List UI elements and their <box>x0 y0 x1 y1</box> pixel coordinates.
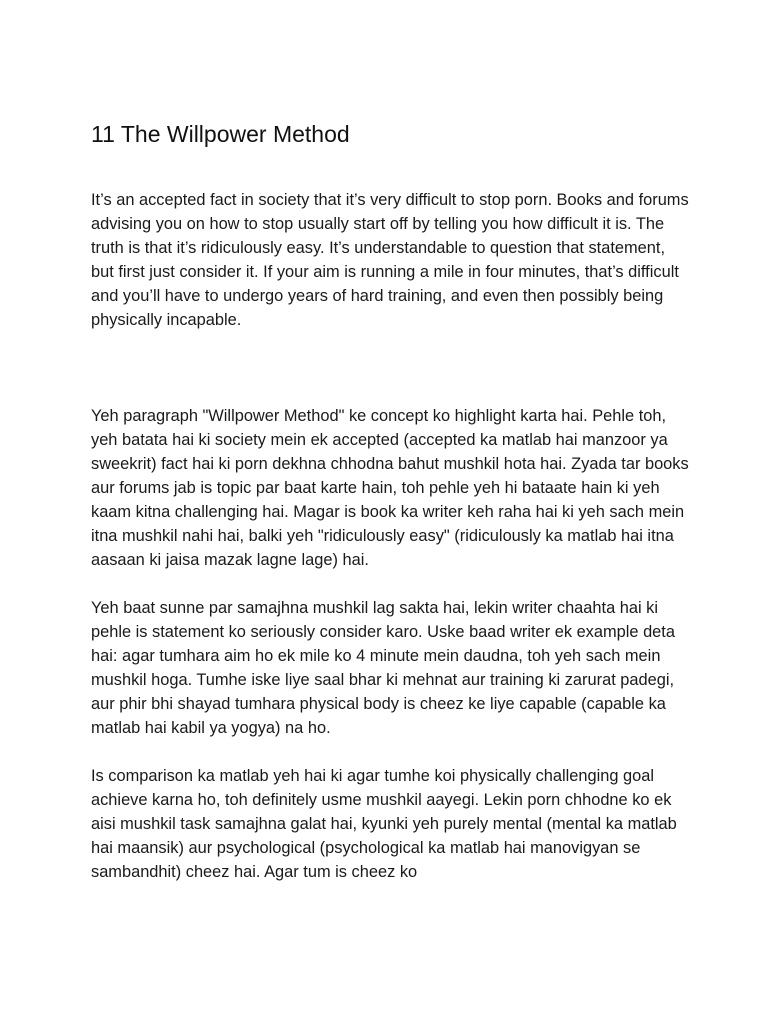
paragraph-spacer <box>91 572 691 596</box>
explanation-paragraph-2: Yeh baat sunne par samajhna mushkil lag sakta hai, lekin writer chaahta hai ki pehle is statement ko seriously consider karo. Uske baad writer ek example deta hai: agar tumhara aim ho ek mile ko 4 minute mein daudna, toh yeh sach mein mushkil hoga. Tumhe iske liye saal bhar ki mehnat aur training ki zarurat padegi, aur phir bhi shayad tumhara physical body is cheez ke liye capable (capable ka matlab hai kabil ya yogya) na ho. <box>91 599 675 737</box>
english-paragraph: It’s an accepted fact in society that it’s very difficult to stop porn. Books and forums advising you on how to stop usually start off by telling you how difficult it is. The truth is that it’s ridiculously easy. It’s understandable to question that statement, but first just consider it. If your aim is running a mile in four minutes, that’s difficult and you’ll have to undergo years of hard training, and even then possibly being physically incapable. <box>91 191 689 329</box>
chapter-heading: 11 The Willpower Method <box>91 121 350 147</box>
document-body <box>91 118 691 884</box>
paragraph-spacer <box>91 740 691 764</box>
explanation-paragraph-1: Yeh paragraph "Willpower Method" ke concept ko highlight karta hai. Pehle toh, yeh batata hai ki society mein ek accepted (accepted ka matlab hai manzoor ya sweekrit) fact hai ki porn dekhna chhodna bahut mushkil hota hai. Zyada tar books aur forums jab is topic par baat karte hain, toh pehle yeh hi bataate hain ki yeh kaam kitna challenging hai. Magar is book ka writer keh raha hai ki yeh sach mein itna mushkil nahi hai, balki yeh "ridiculously easy" (ridiculously ka matlab hai itna aasaan ki jaisa mazak lagne lage) hai. <box>91 407 689 569</box>
explanation-paragraph-3: Is comparison ka matlab yeh hai ki agar tumhe koi physically challenging goal achieve karna ho, toh definitely usme mushkil aayegi. Lekin porn chhodne ko ek aisi mushkil task samajhna galat hai, kyunki yeh purely mental (mental ka matlab hai maansik) aur psychological (psychological ka matlab hai manovigyan se sambandhit) cheez hai. Agar tum is cheez ko <box>91 767 677 881</box>
paragraph-spacer <box>91 332 691 404</box>
